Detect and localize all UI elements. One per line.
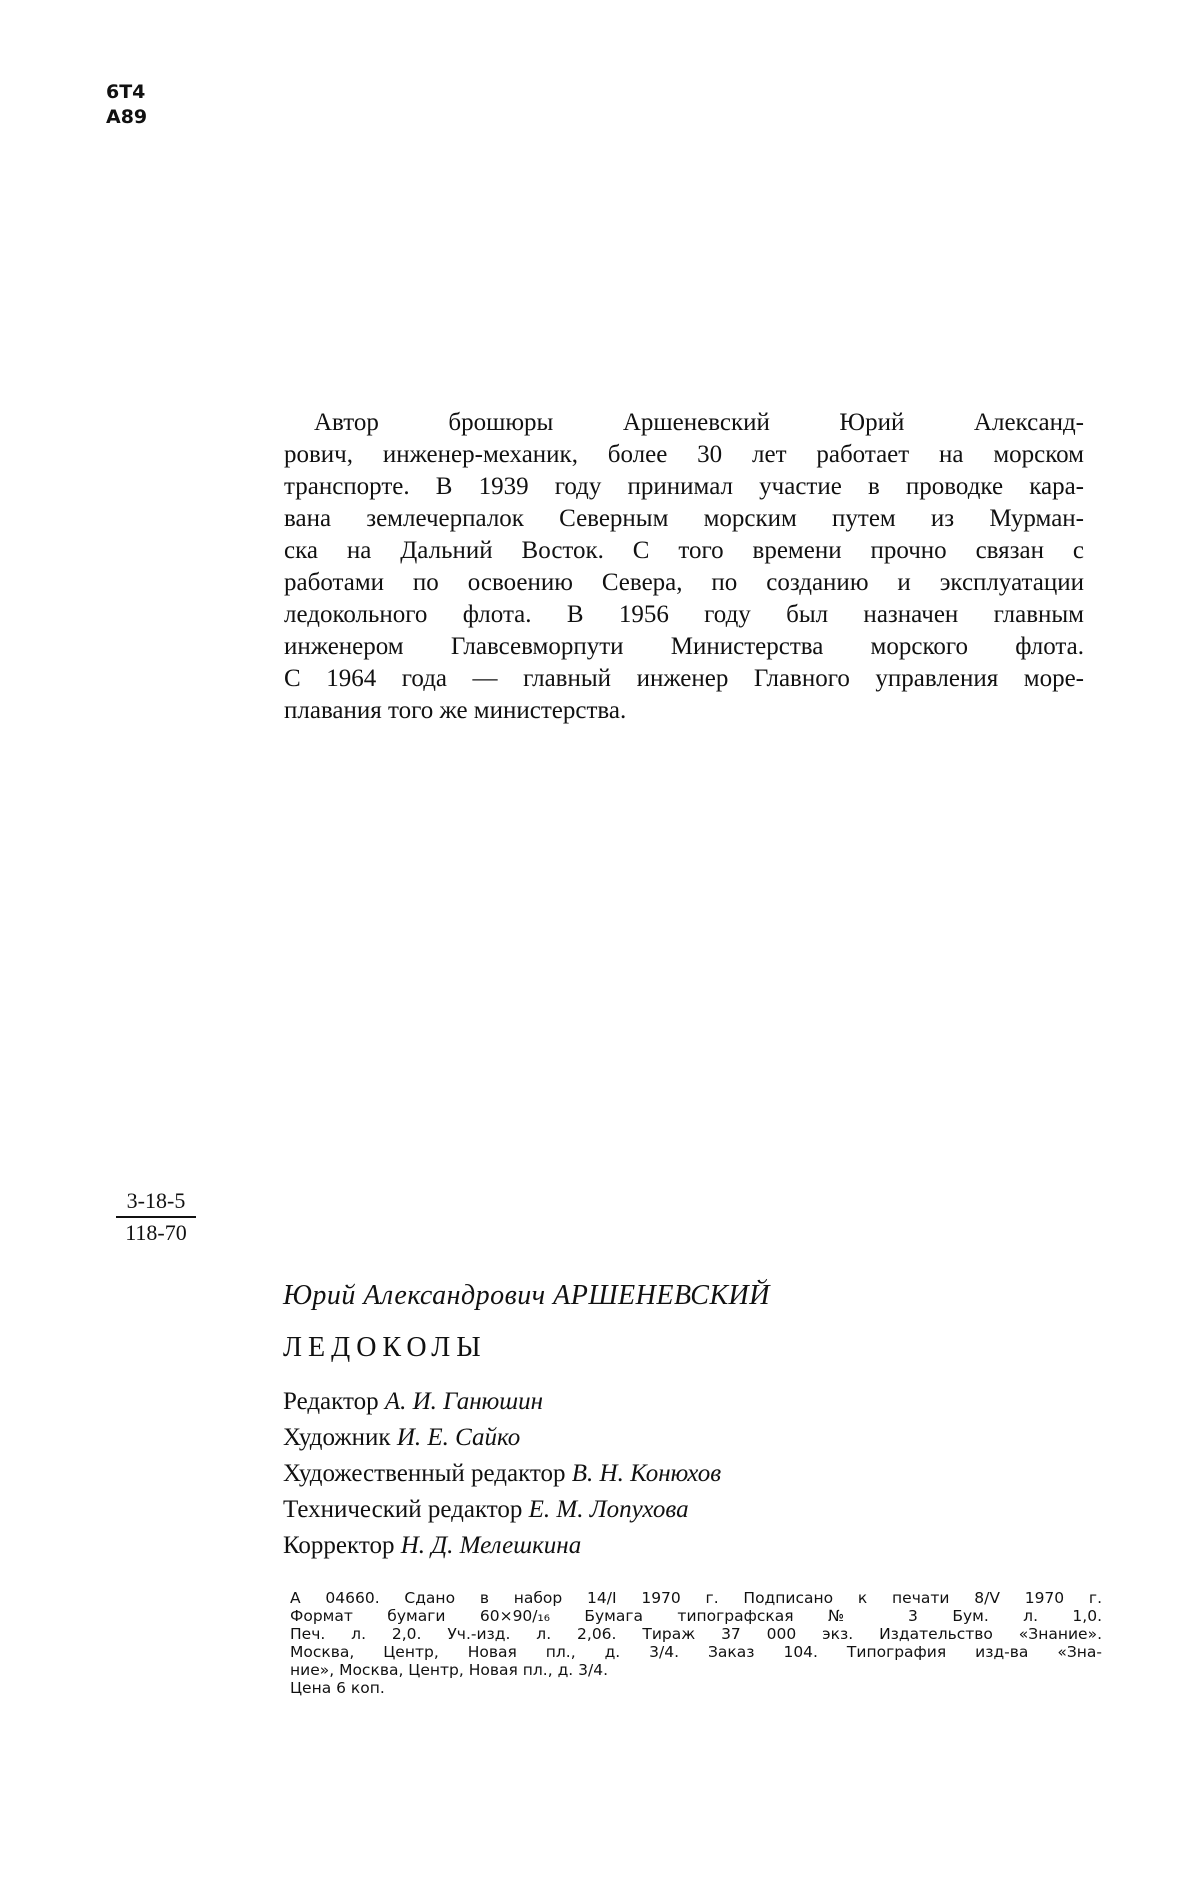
bio-line: ска на Дальний Восток. С того времени прочно связан с	[284, 537, 1084, 564]
author-mark: А89	[106, 105, 148, 128]
print-info-line: Формат бумаги 60×90/₁₆ Бумага типографская № 3 Бум. л. 1,0.	[290, 1607, 1102, 1625]
book-title: ЛЕДОКОЛЫ	[283, 1332, 487, 1363]
print-info-line: А 04660. Сдано в набор 14/I 1970 г. Подписано к печати 8/V 1970 г.	[290, 1589, 1102, 1607]
bio-line: вана землечерпалок Северным морским путем из Мурман-	[284, 505, 1084, 532]
bio-line: рович, инженер-механик, более 30 лет работает на морском	[284, 441, 1084, 468]
credit-art-editor	[283, 1456, 770, 1492]
index-code-fraction	[116, 1190, 196, 1244]
bio-line: транспорте. В 1939 году принимал участие в проводке кара-	[284, 473, 1084, 500]
author-name: Юрий Александрович АРШЕНЕВСКИЙ	[283, 1280, 770, 1311]
credit-name: Н. Д. Мелешкина	[400, 1532, 582, 1559]
print-info-line: ние», Москва, Центр, Новая пл., д. 3/4.	[290, 1661, 609, 1679]
credit-role: Редактор	[283, 1388, 379, 1415]
credit-proofreader	[283, 1528, 770, 1564]
credit-name: И. Е. Сайко	[396, 1424, 521, 1451]
credits-list	[283, 1384, 770, 1564]
credit-editor	[283, 1384, 770, 1420]
udc-classification	[106, 80, 147, 129]
imprint-block	[283, 1280, 770, 1564]
bio-line: С 1964 года — главный инженер Главного управления море-	[284, 665, 1084, 692]
bio-line: работами по освоению Севера, по созданию и эксплуатации	[284, 569, 1084, 596]
price-line: Цена 6 коп.	[290, 1679, 385, 1697]
credit-artist	[283, 1420, 770, 1456]
udc-code: 6Т4	[106, 81, 146, 103]
print-info-block	[290, 1589, 1102, 1697]
credit-name: Е. М. Лопухова	[528, 1496, 689, 1523]
bio-line: плавания того же министерства.	[284, 697, 627, 724]
print-info-line: Печ. л. 2,0. Уч.-изд. л. 2,06. Тираж 37 000 экз. Издательство «Знание».	[290, 1625, 1102, 1643]
bio-line: Автор брошюры Аршеневский Юрий Александ-	[314, 409, 1084, 436]
author-bio-paragraph	[284, 407, 1084, 727]
credit-name: В. Н. Конюхов	[571, 1460, 722, 1487]
bio-line: ледокольного флота. В 1956 году был назначен главным	[284, 601, 1084, 628]
bio-line: инженером Главсевморпути Министерства морского флота.	[284, 633, 1084, 660]
credit-role: Художник	[283, 1424, 391, 1451]
credit-name: А. И. Ганюшин	[384, 1388, 544, 1415]
credit-role: Художественный редактор	[283, 1460, 566, 1487]
credit-role: Корректор	[283, 1532, 395, 1559]
credit-technical-editor	[283, 1492, 770, 1528]
print-info-line: Москва, Центр, Новая пл., д. 3/4. Заказ 104. Типография изд-ва «Зна-	[290, 1643, 1102, 1661]
credit-role: Технический редактор	[283, 1496, 523, 1523]
index-code-denominator: 118-70	[125, 1220, 187, 1245]
index-code-numerator: 3-18-5	[116, 1190, 196, 1218]
